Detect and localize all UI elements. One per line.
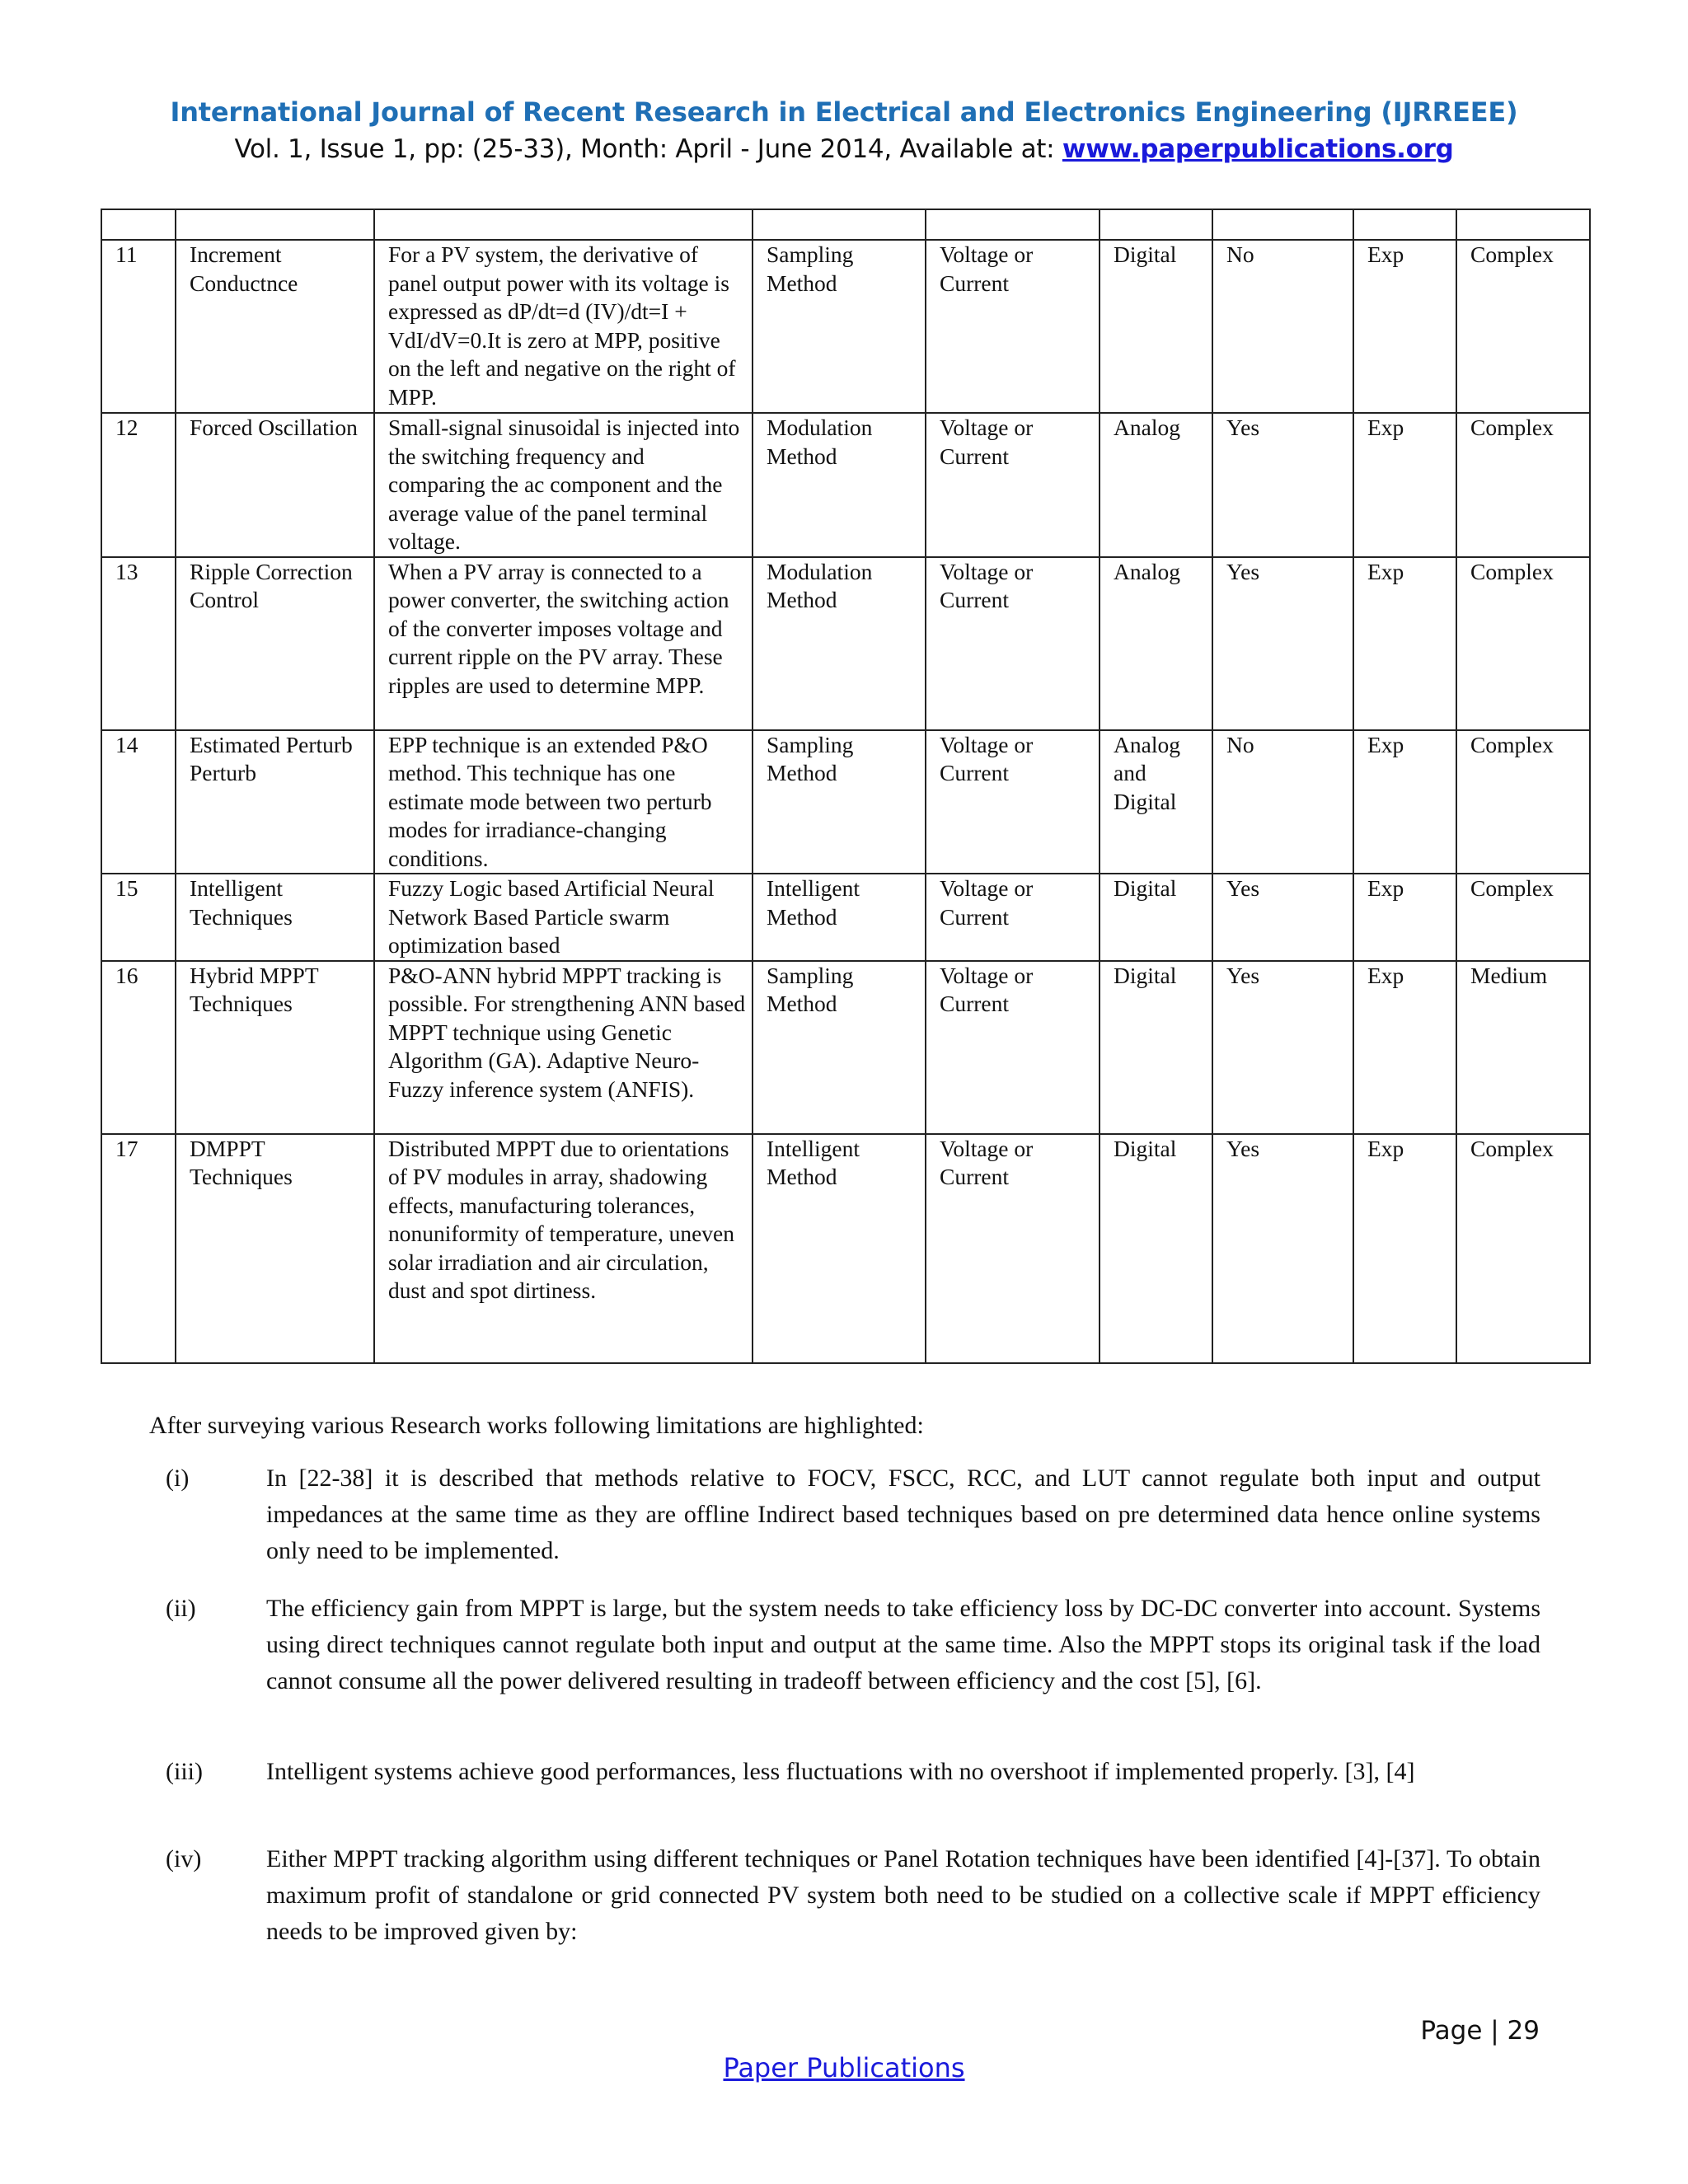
- cell-pv-array-dependent: No: [1212, 240, 1353, 413]
- cell-technique-description: For a PV system, the derivative of panel output power with its voltage is expressed as dP/dt=d (IV)/dt=I + VdI/dV=0.It is zero at MPP, positive on the left and negative on the right of MPP.: [374, 240, 753, 413]
- page-number: Page | 29: [1420, 2016, 1540, 2046]
- cell-cost-level: Exp: [1353, 730, 1456, 874]
- cell-complexity: Complex: [1456, 874, 1590, 961]
- cell-method-type: Intelligent Method: [753, 874, 926, 961]
- limitation-number: (i): [166, 1465, 190, 1492]
- cell-pv-array-dependent: No: [1212, 730, 1353, 874]
- cell-method-type: Sampling Method: [753, 240, 926, 413]
- cell-row-number: 12: [101, 413, 176, 557]
- cell-sensed-variable: Voltage or Current: [926, 557, 1100, 730]
- table-row: [101, 413, 1590, 557]
- footer: [0, 2052, 1688, 2083]
- cell-implementation: Digital: [1100, 240, 1212, 413]
- cell-implementation: Analog: [1100, 557, 1212, 730]
- cell-technique-description: EPP technique is an extended P&O method. This technique has one estimate mode between two perturb modes for irradiance-changing conditions.: [374, 730, 753, 874]
- cell-cost-level: Exp: [1353, 557, 1456, 730]
- cell-row-number: 15: [101, 874, 176, 961]
- cell-sensed-variable: Voltage or Current: [926, 874, 1100, 961]
- table-row: [101, 730, 1590, 874]
- cell-method-type: Modulation Method: [753, 557, 926, 730]
- cell-technique-name: Estimated Perturb Perturb: [176, 730, 374, 874]
- cell-technique-name: Ripple Correction Control: [176, 557, 374, 730]
- cell-complexity: Complex: [1456, 240, 1590, 413]
- cell-sensed-variable: Voltage or Current: [926, 1134, 1100, 1363]
- cell-method-type: Sampling Method: [753, 730, 926, 874]
- mppt-techniques-table: [101, 209, 1591, 1364]
- table-header-row: [101, 209, 1590, 240]
- cell-sensed-variable: Voltage or Current: [926, 961, 1100, 1134]
- cell-implementation: Digital: [1100, 1134, 1212, 1363]
- limitation-text: The efficiency gain from MPPT is large, but the system needs to take efficiency loss by DC-DC converter into account. Systems using direct techniques cannot regulate both input and output at the same time. Also the MPPT stops its original task if the load cannot consume all the power delivered resulting in tradeoff between efficiency and the cost [5], [6].: [266, 1595, 1540, 1694]
- limitation-number: (ii): [166, 1595, 196, 1622]
- cell-method-type: Intelligent Method: [753, 1134, 926, 1363]
- issue-info: Vol. 1, Issue 1, pp: (25-33), Month: April - June 2014, Available at:: [234, 134, 1062, 164]
- cell-technique-description: P&O-ANN hybrid MPPT tracking is possible. For strengthening ANN based MPPT technique using Genetic Algorithm (GA). Adaptive Neuro-Fuzzy inference system (ANFIS).: [374, 961, 753, 1134]
- limitations-intro: After surveying various Research works following limitations are highlighted:: [149, 1412, 924, 1439]
- cell-technique-description: Distributed MPPT due to orientations of PV modules in array, shadowing effects, manufacturing tolerances, nonuniformity of temperature, uneven solar irradiation and air circulation, dust and spot dirtiness.: [374, 1134, 753, 1363]
- cell-technique-name: DMPPT Techniques: [176, 1134, 374, 1363]
- cell-row-number: 16: [101, 961, 176, 1134]
- cell-cost-level: Exp: [1353, 961, 1456, 1134]
- cell-pv-array-dependent: Yes: [1212, 874, 1353, 961]
- cell-row-number: 11: [101, 240, 176, 413]
- cell-method-type: Modulation Method: [753, 413, 926, 557]
- issue-info-line: [0, 134, 1688, 164]
- cell-implementation: Analog and Digital: [1100, 730, 1212, 874]
- limitation-number: (iii): [166, 1758, 203, 1785]
- cell-complexity: Medium: [1456, 961, 1590, 1134]
- cell-pv-array-dependent: Yes: [1212, 557, 1353, 730]
- table-row: [101, 961, 1590, 1134]
- limitation-text: Either MPPT tracking algorithm using different techniques or Panel Rotation techniques have been identified [4]-[37]. To obtain maximum profit of standalone or grid connected PV system both need to be studied on a collective scale if MPPT efficiency needs to be improved given by:: [266, 1845, 1540, 1945]
- cell-pv-array-dependent: Yes: [1212, 413, 1353, 557]
- cell-technique-description: When a PV array is connected to a power converter, the switching action of the converter imposes voltage and current ripple on the PV array. These ripples are used to determine MPP.: [374, 557, 753, 730]
- cell-cost-level: Exp: [1353, 240, 1456, 413]
- cell-row-number: 14: [101, 730, 176, 874]
- journal-title: International Journal of Recent Research in Electrical and Electronics Engineering (IJRREEE): [170, 96, 1518, 128]
- cell-method-type: Sampling Method: [753, 961, 926, 1134]
- cell-sensed-variable: Voltage or Current: [926, 730, 1100, 874]
- cell-technique-name: Increment Conductnce: [176, 240, 374, 413]
- limitation-text: Intelligent systems achieve good performances, less fluctuations with no overshoot if implemented properly. [3], [4]: [266, 1758, 1415, 1785]
- table-row: [101, 557, 1590, 730]
- cell-technique-description: Fuzzy Logic based Artificial Neural Network Based Particle swarm optimization based: [374, 874, 753, 961]
- limitation-text: In [22-38] it is described that methods relative to FOCV, FSCC, RCC, and LUT cannot regulate both input and output impedances at the same time as they are offline Indirect based techniques based on pre determined data hence online systems only need to be implemented.: [266, 1465, 1540, 1564]
- website-link[interactable]: www.paperpublications.org: [1062, 134, 1454, 164]
- cell-cost-level: Exp: [1353, 874, 1456, 961]
- cell-row-number: 13: [101, 557, 176, 730]
- cell-complexity: Complex: [1456, 557, 1590, 730]
- cell-complexity: Complex: [1456, 1134, 1590, 1363]
- table-row: [101, 874, 1590, 961]
- cell-sensed-variable: Voltage or Current: [926, 240, 1100, 413]
- cell-technique-name: Forced Oscillation: [176, 413, 374, 557]
- cell-row-number: 17: [101, 1134, 176, 1363]
- table-row: [101, 1134, 1590, 1363]
- limitation-number: (iv): [166, 1845, 202, 1872]
- cell-technique-name: Intelligent Techniques: [176, 874, 374, 961]
- cell-technique-description: Small-signal sinusoidal is injected into the switching frequency and comparing the ac component and the average value of the panel terminal voltage.: [374, 413, 753, 557]
- cell-pv-array-dependent: Yes: [1212, 961, 1353, 1134]
- table-row: [101, 240, 1590, 413]
- cell-implementation: Analog: [1100, 413, 1212, 557]
- cell-sensed-variable: Voltage or Current: [926, 413, 1100, 557]
- cell-complexity: Complex: [1456, 730, 1590, 874]
- cell-implementation: Digital: [1100, 874, 1212, 961]
- cell-implementation: Digital: [1100, 961, 1212, 1134]
- cell-cost-level: Exp: [1353, 1134, 1456, 1363]
- cell-technique-name: Hybrid MPPT Techniques: [176, 961, 374, 1134]
- cell-pv-array-dependent: Yes: [1212, 1134, 1353, 1363]
- publisher-link[interactable]: Paper Publications: [723, 2052, 965, 2083]
- cell-complexity: Complex: [1456, 413, 1590, 557]
- cell-cost-level: Exp: [1353, 413, 1456, 557]
